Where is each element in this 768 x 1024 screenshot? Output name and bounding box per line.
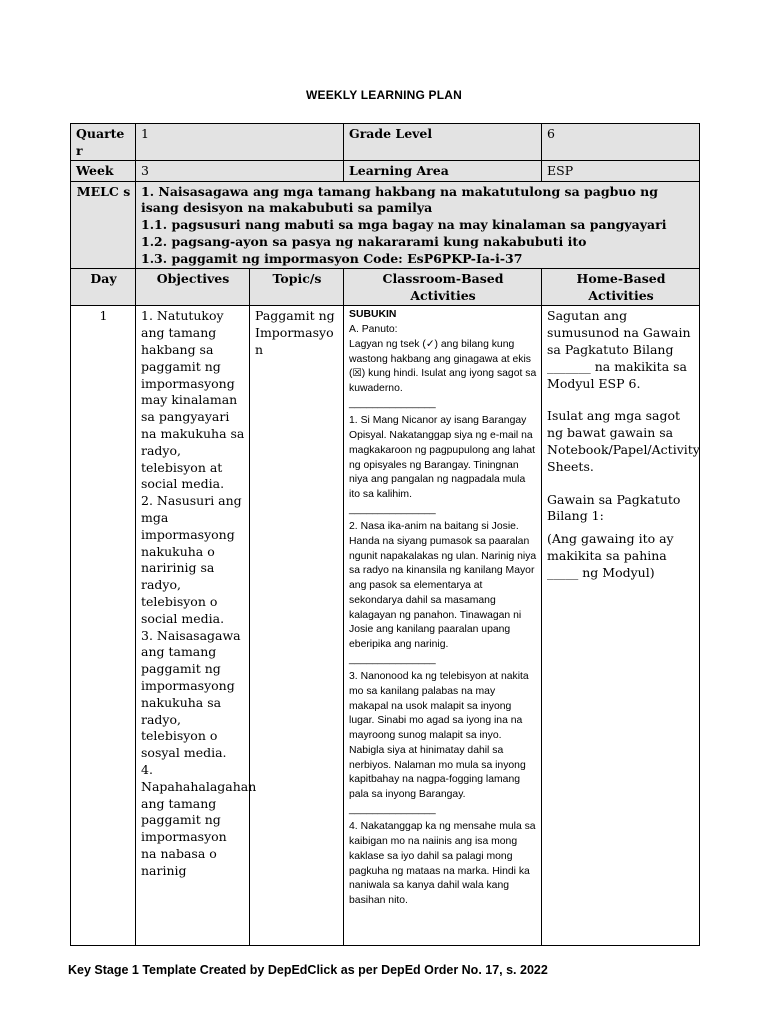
question-item: 1. Si Mang Nicanor ay isang Barangay Opisyal. Nakatanggap siya ng e-mail na magkakaroon ng pagpupulong ang lahat ng opisyales ng Barangay. Tiningnan niya ang pangalan ng nagpadala mula ito sa kalihim.	[349, 415, 536, 500]
home-activity-text: Isulat ang mga sagot ng bawat gawain sa Notebook/Papel/Activity Sheets.	[547, 408, 700, 474]
grade-level-value: 6	[542, 124, 700, 161]
answer-blank: _______________	[349, 653, 436, 665]
panuto-label: A. Panuto:	[349, 324, 398, 336]
header-home-activities: Home-Based Activities	[542, 269, 700, 306]
melcs-line: 1. Naisasagawa ang mga tamang hakbang na makatutulong sa pagbuo ng isang desisyon na makabubuti sa pamilya	[141, 183, 658, 216]
week-label: Week	[71, 161, 136, 182]
question-item: 3. Nanonood ka ng telebisyon at nakita mo sa kanilang palabas na may makapal na usok malapit sa inyong lugar. Sinabi mo agad sa iyong ina na mayroong sunog malapit sa inyo. Nabigla siya at hinimatay dahil sa nerbiyos. Nalaman mo mula sa inyong kapitbahay na nagpa-fogging lamang pala sa inyong Barangay.	[349, 671, 529, 800]
header-day: Day	[71, 269, 136, 306]
answer-blank: _______________	[349, 503, 436, 515]
quarter-row	[71, 124, 700, 161]
melcs-row	[71, 181, 700, 269]
melcs-line: 1.3. paggamit ng impormasyon Code: EsP6PKP-Ia-i-37	[141, 250, 523, 266]
day-number: 1	[71, 306, 136, 946]
home-activity-text: Sagutan ang sumusunod na Gawain sa Pagkatuto Bilang _______ na makikita sa Modyul ESP 6.	[547, 308, 691, 391]
topic-cell: Paggamit ng Impormasyon	[250, 306, 344, 946]
melcs-label: MELC s	[71, 181, 136, 269]
grade-level-label: Grade Level	[344, 124, 542, 161]
objective-item: 4. Napahahalagahan ang tamang paggamit ng impormasyon na nabasa o narinig	[141, 762, 257, 878]
objective-item: 3. Naisasagawa ang tamang paggamit ng impormasyong nakukuha sa radyo, telebisyon o sosyal media.	[141, 627, 241, 761]
learning-area-value: ESP	[542, 161, 700, 182]
instruction-text: Lagyan ng tsek (✓) ang bilang kung wastong hakbang ang ginagawa at ekis (☒) kung hindi. Isulat ang iyong sagot sa kuwaderno.	[349, 338, 537, 394]
objectives-cell	[136, 306, 257, 946]
question-item: 4. Nakatanggap ka ng mensahe mula sa kaibigan mo na naiinis ang isa mong kaklase sa iyo dahil sa palagi mong pagkuha ng mataas na marka. Hindi ka naniwala sa kanya dahil wala kang basihan nito.	[349, 821, 536, 906]
home-activities-cell	[542, 306, 700, 946]
header-topics: Topic/s	[250, 269, 344, 306]
header-classroom-activities: Classroom-Based Activities	[344, 269, 542, 306]
quarter-label: Quarte r	[71, 124, 136, 161]
melcs-line: 1.1. pagsusuri nang mabuti sa mga bagay na may kinalaman sa pangyayari	[141, 217, 667, 233]
learning-area-label: Learning Area	[344, 161, 542, 182]
day-row	[71, 306, 700, 946]
home-activity-text: Gawain sa Pagkatuto Bilang 1:	[547, 491, 681, 524]
week-value: 3	[136, 161, 344, 182]
answer-blank: _______________	[349, 803, 436, 815]
objective-item: 1. Natutukoy ang tamang hakbang sa paggamit ng impormasyong may kinalaman sa pangyayari na makukuha sa radyo, telebisyon at social media.	[141, 308, 245, 492]
subukin-heading: SUBUKIN	[349, 309, 397, 321]
question-item: 2. Nasa ika-anim na baitang si Josie. Handa na siyang pumasok sa paaralan ngunit napakalakas ng ulan. Narinig niya sa radyo na kinansila ng kanilang Mayor ang pasok sa elementarya at sekondarya dahil sa masamang kalagayan ng panahon. Tinawagan ni Josie ang kanilang paaralan upang eberipika ang narinig.	[349, 521, 537, 650]
melcs-content	[136, 181, 700, 269]
answer-blank: _______________	[349, 397, 436, 409]
weekly-learning-plan-table	[70, 123, 700, 946]
objective-item: 2. Nasusuri ang mga impormasyong nakukuha o naririnig sa radyo, telebisyon o social media.	[141, 493, 242, 626]
page-title: WEEKLY LEARNING PLAN	[305, 88, 462, 102]
template-footer: Key Stage 1 Template Created by DepEdClick as per DepEd Order No. 17, s. 2022	[68, 963, 548, 977]
column-header-row	[71, 269, 700, 306]
classroom-activities-cell	[344, 306, 542, 946]
week-row	[71, 161, 700, 182]
home-activity-text: (Ang gawaing ito ay makikita sa pahina _____ ng Modyul)	[547, 531, 674, 580]
melcs-line: 1.2. pagsang-ayon sa pasya ng nakararami kung nakabubuti ito	[141, 233, 587, 249]
header-objectives: Objectives	[136, 269, 250, 306]
quarter-value: 1	[136, 124, 344, 161]
